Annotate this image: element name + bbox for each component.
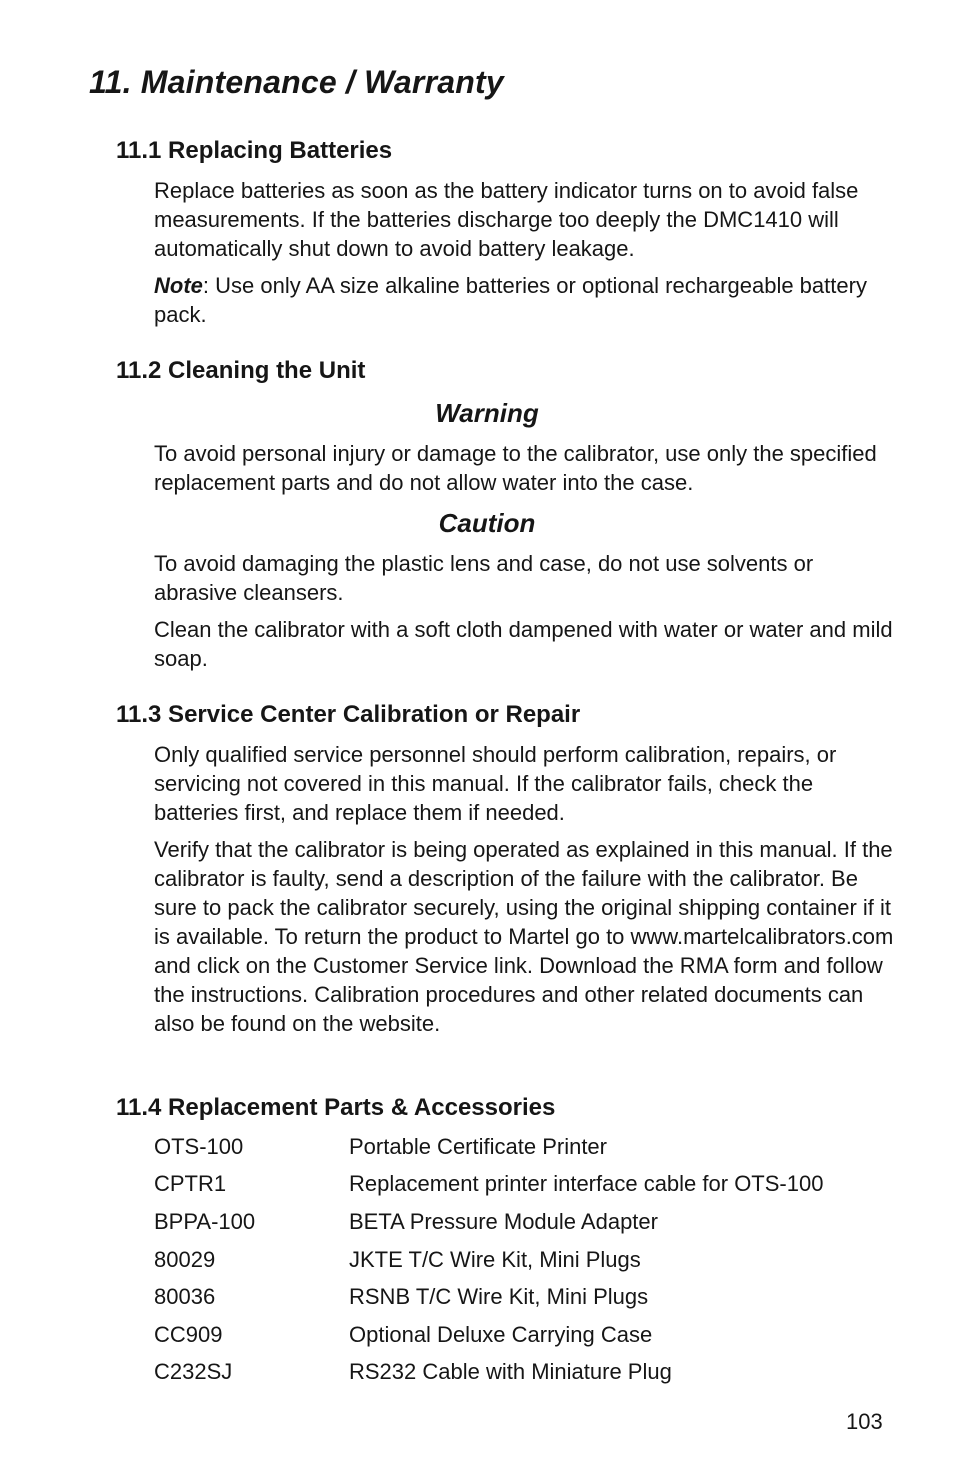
parts-row [154,1207,894,1237]
part-number: 80029 [154,1247,216,1272]
part-description: Portable Certificate Printer [349,1134,607,1159]
note-label: Note [154,273,203,298]
part-description: RSNB T/C Wire Kit, Mini Plugs [349,1284,649,1309]
service-paragraph-return: Verify that the calibrator is being operated as explained in this manual. If the calibrator is faulty, send a description of the failure with the calibrator. Be sure to pack the calibrator securely, using the original shipping container if it is available. To return the product to Martel go to www.martelcalibrators.com and click on the Customer Service link. Download the RMA form and follow the instructions. Calibration procedures and other related documents can also be found on the website. [154,837,894,1036]
part-description: Replacement printer interface cable for OTS-100 [349,1171,824,1196]
part-number: C232SJ [154,1359,233,1384]
caution-paragraph: To avoid damaging the plastic lens and case, do not use solvents or abrasive cleansers. [154,551,814,605]
batteries-note [154,271,894,329]
parts-row [154,1320,894,1350]
section-heading-replacing-batteries: 11.1 Replacing Batteries [116,137,393,164]
parts-row [154,1282,894,1312]
cleaning-paragraph: Clean the calibrator with a soft cloth dampened with water or water and mild soap. [154,617,893,671]
part-number: 80036 [154,1284,216,1309]
section-heading-service-center: 11.3 Service Center Calibration or Repair [116,701,581,728]
part-description: BETA Pressure Module Adapter [349,1209,658,1234]
part-number: OTS-100 [154,1134,244,1159]
parts-row [154,1132,894,1162]
part-number: CC909 [154,1322,223,1347]
part-number: BPPA-100 [154,1209,256,1234]
parts-row [154,1245,894,1275]
caution-title: Caution [438,508,536,538]
batteries-paragraph: Replace batteries as soon as the battery indicator turns on to avoid false measurements. If the batteries discharge too deeply the DMC1410 will automatically shut down to avoid battery leakage. [154,178,859,261]
warning-paragraph: To avoid personal injury or damage to the calibrator, use only the specified replacement parts and do not allow water into the case. [154,441,877,495]
page-number: 103 [846,1409,883,1434]
section-heading-cleaning: 11.2 Cleaning the Unit [116,357,366,384]
part-description: JKTE T/C Wire Kit, Mini Plugs [349,1247,641,1272]
parts-row [154,1357,894,1387]
chapter-title: 11. Maintenance / Warranty [89,64,504,100]
part-description: Optional Deluxe Carrying Case [349,1322,653,1347]
warning-title: Warning [435,398,539,428]
note-text: : Use only AA size alkaline batteries or optional rechargeable battery pack. [154,273,867,327]
part-number: CPTR1 [154,1171,227,1196]
part-description: RS232 Cable with Miniature Plug [349,1359,672,1384]
section-heading-replacement-parts: 11.4 Replacement Parts & Accessories [116,1094,556,1121]
service-paragraph-qualified: Only qualified service personnel should perform calibration, repairs, or servicing not covered in this manual. If the calibrator fails, check the batteries first, and replace them if needed. [154,742,837,825]
parts-row [154,1169,894,1199]
